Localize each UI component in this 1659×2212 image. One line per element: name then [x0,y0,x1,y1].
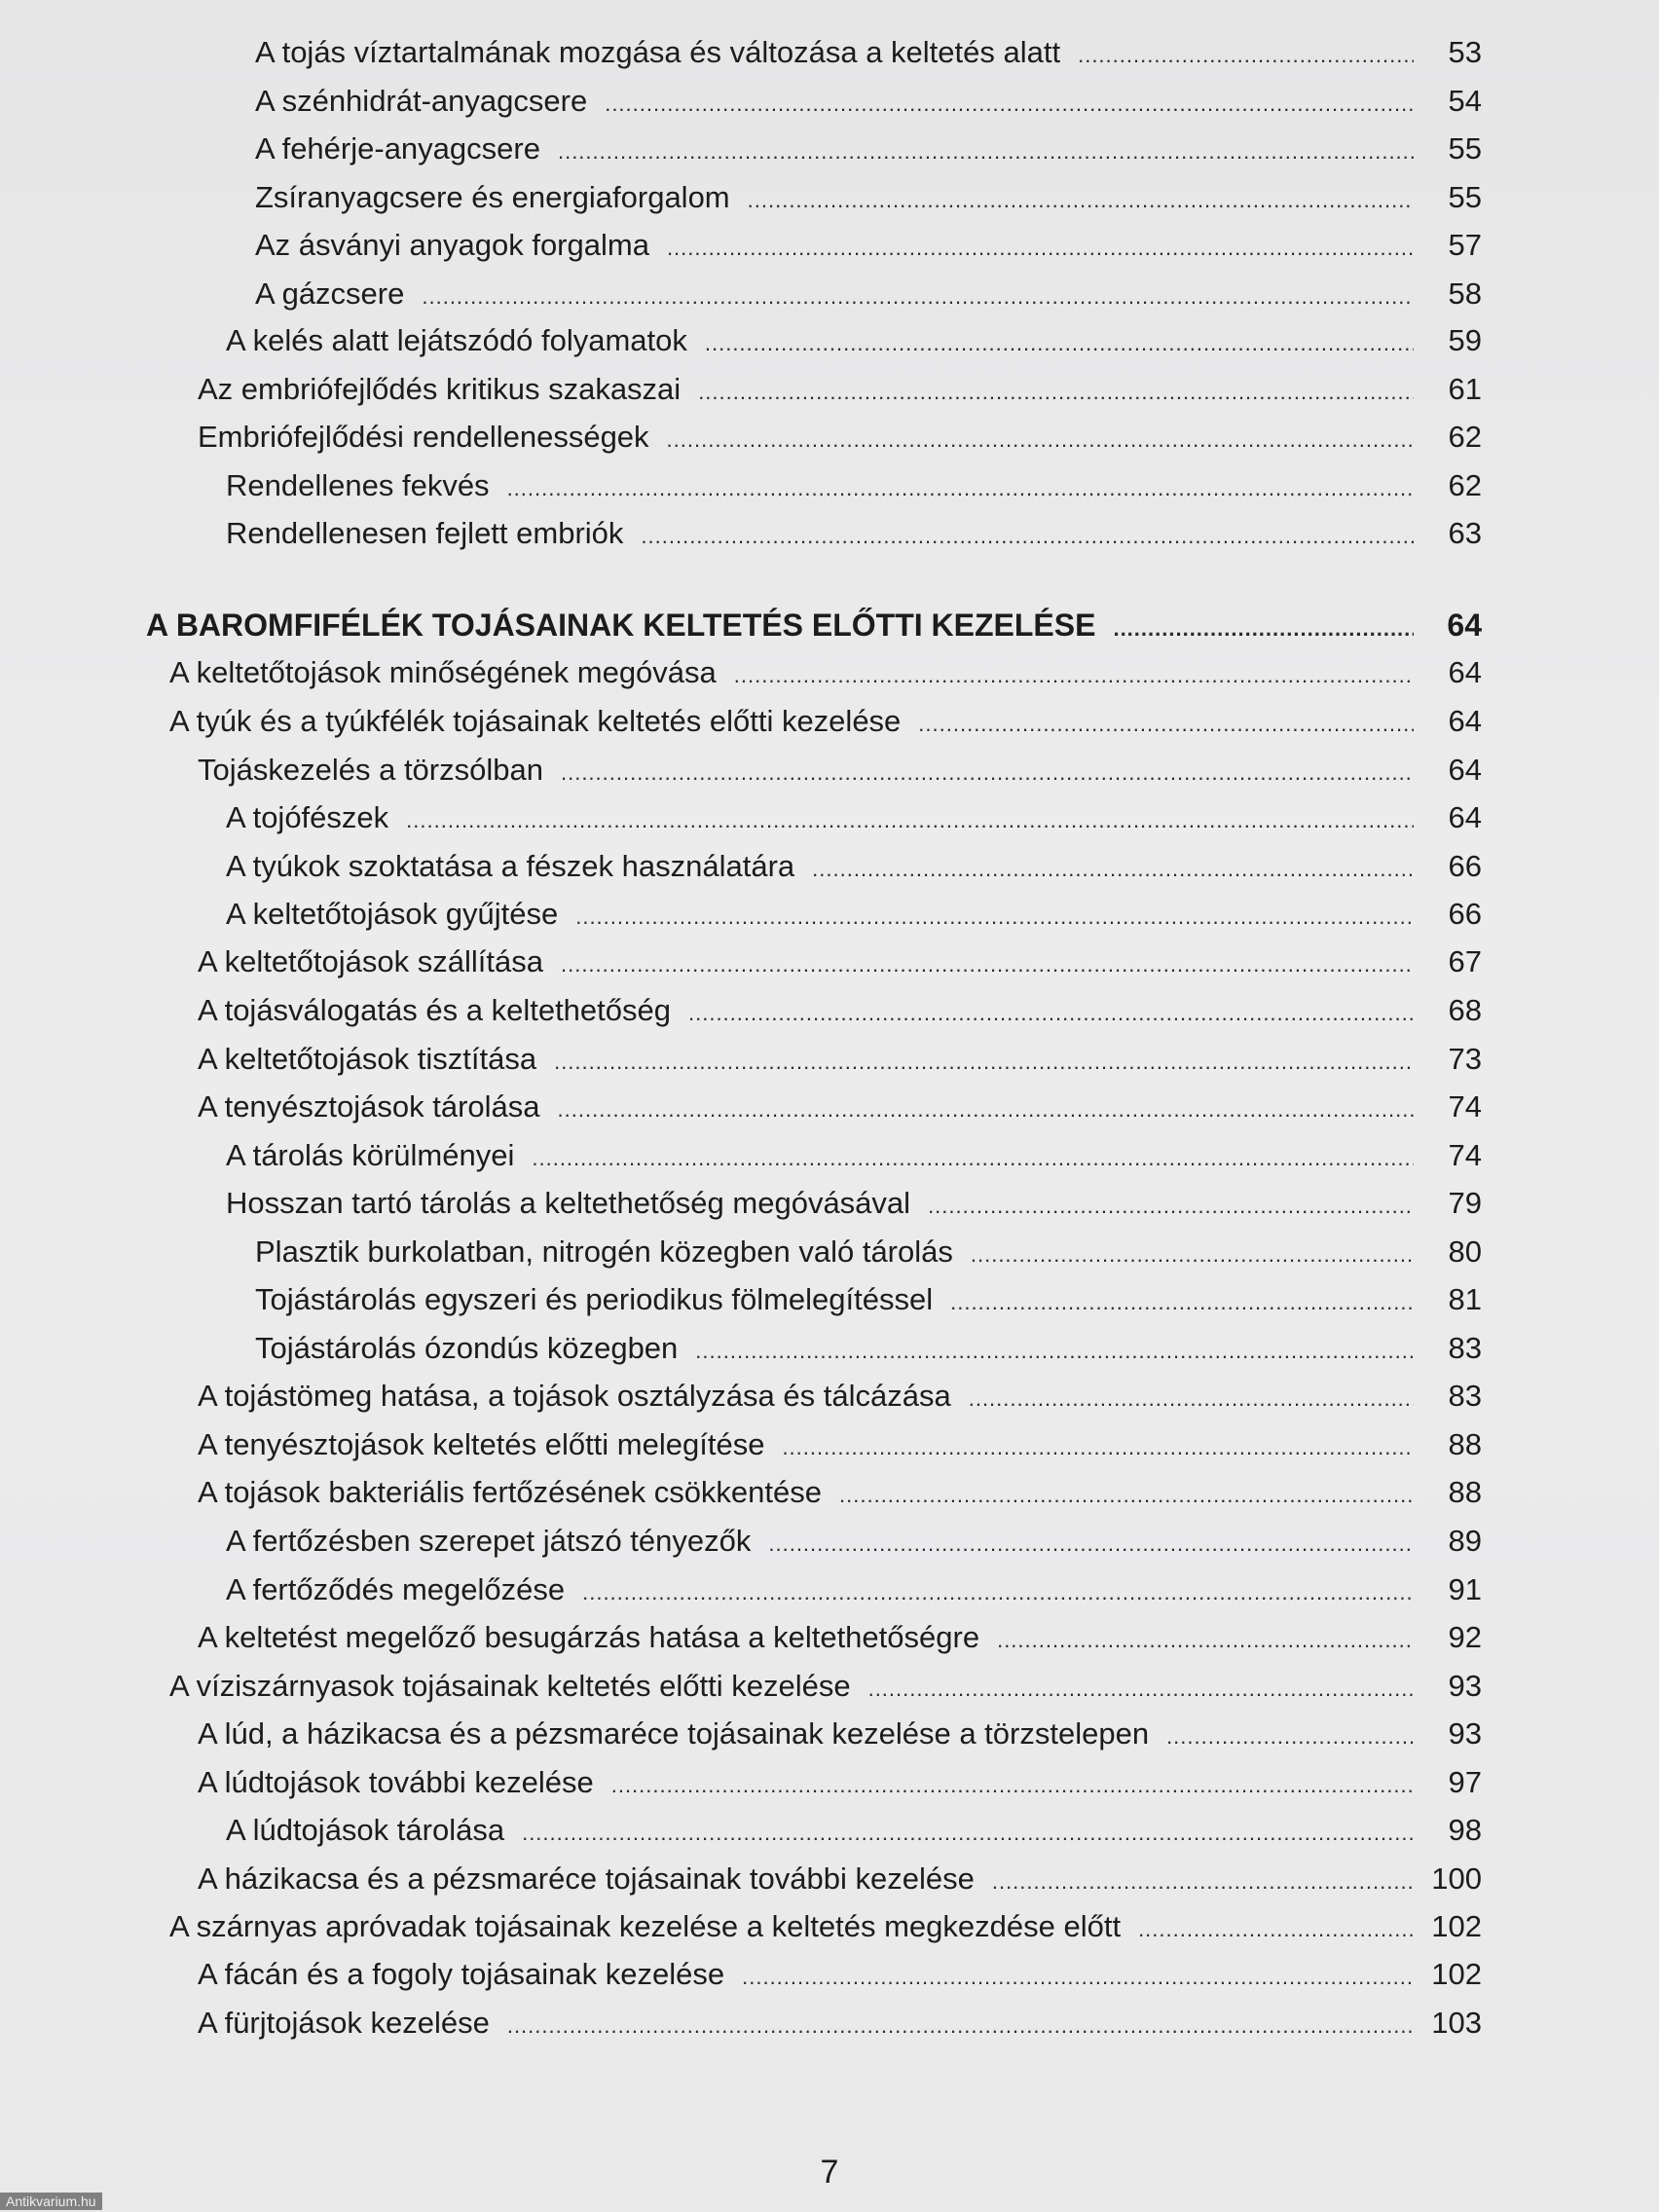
toc-leader-dots [582,1573,1414,1612]
toc-entry-title: A tojásválogatás és a keltethetőség [198,993,671,1027]
toc-entry-title: A tojások bakteriális fertőzésének csökkentése [198,1475,823,1509]
toc-leader-dots [742,1958,1414,1997]
toc-entry [226,466,1482,508]
toc-leader-dots [1113,609,1414,648]
toc-entry-title: Zsíranyagcsere és energiaforgalom [255,180,730,214]
toc-entry-page: 64 [1448,753,1482,787]
toc-entry-page: 83 [1448,1331,1482,1365]
toc-entry [198,1763,1482,1805]
toc-entry-page: 61 [1448,372,1482,406]
toc-entry [226,847,1482,889]
toc-entry-title: Az ásványi anyagok forgalma [255,228,649,262]
toc-leader-dots [667,421,1414,460]
toc-entry-title: A keltetőtojások minőségének megóvása [169,655,717,689]
toc-entry-title: A keltetőtojások szállítása [198,944,543,978]
toc-entry-title: Az embriófejlődés kritikus szakaszai [198,372,682,406]
toc-entry-title: A lúd, a házikacsa és a pézsmaréce tojásainak kezelése a törzstelepen [198,1716,1150,1751]
toc-leader-dots [969,1380,1414,1419]
toc-entry-page: 83 [1448,1379,1482,1413]
toc-leader-dots [868,1670,1414,1709]
toc-entry-title: A fürjtojások kezelése [198,2006,490,2040]
toc-entry-page: 97 [1448,1765,1482,1799]
toc-entry [226,321,1482,363]
toc-entry-page: 58 [1448,276,1482,311]
toc-entry-page: 91 [1448,1572,1482,1606]
toc-entry [226,1136,1482,1178]
toc-entry-title: A fertőzésben szerepet játszó tényezők [226,1524,752,1558]
toc-entry [198,1377,1482,1419]
toc-entry [255,129,1482,171]
toc-entry [226,514,1482,556]
toc-entry [198,1040,1482,1082]
page-number: 7 [820,2154,839,2191]
toc-entry [198,370,1482,412]
toc-entry-title: A tyúkok szoktatása a fészek használatára [226,849,795,883]
toc-entry-title: A lúdtojások tárolása [226,1813,505,1847]
toc-entry [198,942,1482,984]
toc-entry [198,1473,1482,1515]
toc-entry-page: 88 [1448,1427,1482,1461]
toc-leader-dots [575,898,1414,937]
toc-leader-dots [641,517,1414,556]
toc-entry-title: A fehérje-anyagcsere [255,131,540,166]
toc-leader-dots [997,1621,1414,1660]
toc-leader-dots [532,1139,1414,1178]
toc-entry [255,1233,1482,1274]
toc-leader-dots [561,754,1414,793]
toc-entry-page: 54 [1448,84,1482,118]
toc-leader-dots [748,181,1414,220]
toc-entry-page: 102 [1431,1957,1482,1991]
toc-leader-dots [698,373,1414,412]
toc-entry-page: 68 [1448,993,1482,1027]
toc-entry-title: A tojófészek [226,800,389,834]
toc-entry [198,1618,1482,1660]
toc-entry [198,991,1482,1033]
toc-entry [169,1907,1482,1949]
toc-entry [169,1667,1482,1709]
toc-entry-title: Plasztik burkolatban, nitrogén közegben való tárolás [255,1235,953,1269]
toc-entry-title: Tojástárolás egyszeri és periodikus fölmelegítéssel [255,1282,934,1316]
toc-entry-page: 74 [1448,1138,1482,1172]
toc-entry-page: 66 [1448,897,1482,931]
toc-entry [255,82,1482,124]
toc-entry-title: A fácán és a fogoly tojásainak kezelése [198,1957,725,1991]
toc-leader-dots [971,1235,1414,1274]
toc-entry-title: A kelés alatt lejátszódó folyamatok [226,323,687,357]
toc-leader-dots [667,229,1414,268]
toc-entry [198,1714,1482,1756]
toc-entry-page: 62 [1448,420,1482,454]
toc-leader-dots [768,1525,1414,1564]
toc-entry-title: A tojás víztartalmának mozgása és változása a keltetés alatt [255,35,1061,69]
toc-leader-dots [734,656,1414,695]
toc-entry-title: Tojástárolás ózondús közegben [255,1331,679,1365]
toc-leader-dots [561,945,1414,984]
toc-entry-title: A keltetőtojások tisztítása [198,1042,537,1076]
toc-entry [198,1955,1482,1997]
toc-leader-dots [812,850,1414,889]
toc-leader-dots [558,132,1414,171]
toc-leader-dots [507,469,1414,508]
toc-entry-page: 67 [1448,944,1482,978]
toc-entry-page: 88 [1448,1475,1482,1509]
toc-entry-title: A tojástömeg hatása, a tojások osztályzása és tálcázása [198,1379,951,1413]
toc-entry-title: A keltetőtojások gyűjtése [226,897,559,931]
toc-entry-page: 93 [1448,1669,1482,1703]
toc-leader-dots [839,1476,1414,1515]
toc-entry [198,2004,1482,2046]
toc-leader-dots [1138,1910,1414,1949]
toc-leader-dots [605,85,1414,124]
toc-entry-page: 64 [1448,704,1482,738]
toc-entry-page: 57 [1448,228,1482,262]
toc-leader-dots [422,277,1414,316]
toc-entry [255,178,1482,220]
toc-entry-page: 66 [1448,849,1482,883]
toc-entry-page: 62 [1448,468,1482,502]
toc-leader-dots [406,801,1414,840]
toc-entry-page: 92 [1448,1620,1482,1654]
toc-entry [255,275,1482,316]
toc-entry [226,1570,1482,1612]
toc-entry-title: A tenyésztojások keltetés előtti melegítése [198,1427,765,1461]
toc-chapter-heading [146,606,1482,648]
watermark-logo: Antikvarium.hu [0,2193,102,2210]
toc-entry [255,33,1482,75]
toc-leader-dots [782,1428,1414,1467]
toc-entry-page: 55 [1448,131,1482,166]
toc-entry-page: 53 [1448,35,1482,69]
toc-leader-dots [695,1332,1414,1371]
toc-entry-page: 100 [1431,1862,1482,1896]
toc-entry [226,1522,1482,1564]
toc-entry-page: 74 [1448,1089,1482,1124]
toc-entry-title: A fertőződés megelőzése [226,1572,566,1606]
toc-entry [255,1329,1482,1371]
toc-entry-page: 73 [1448,1042,1482,1076]
toc-leader-dots [558,1090,1414,1129]
toc-entry-title: Rendellenesen fejlett embriók [226,516,624,550]
toc-entry-title: A BAROMFIFÉLÉK TOJÁSAINAK KELTETÉS ELŐTTI KEZELÉSE [146,608,1096,643]
toc-entry-page: 89 [1448,1524,1482,1558]
toc-leader-dots [928,1187,1414,1226]
toc-entry [198,1088,1482,1129]
toc-entry-page: 93 [1448,1716,1482,1751]
toc-entry-page: 59 [1448,323,1482,357]
toc-entry [226,1811,1482,1853]
toc-entry [226,1184,1482,1226]
toc-leader-dots [507,2007,1414,2046]
toc-leader-dots [611,1766,1414,1805]
toc-entry-title: A szárnyas apróvadak tojásainak kezelése a keltetés megkezdése előtt [169,1909,1122,1943]
toc-entry [198,1425,1482,1467]
toc-entry-page: 102 [1431,1909,1482,1943]
toc-entry [198,1860,1482,1901]
toc-entry-title: A víziszárnyasok tojásainak keltetés előtti kezelése [169,1669,851,1703]
toc-leader-dots [705,324,1414,363]
toc-entry-page: 81 [1448,1282,1482,1316]
toc-entry [198,418,1482,460]
toc-leader-dots [554,1043,1414,1082]
toc-entry-title: A szénhidrát-anyagcsere [255,84,588,118]
toc-entry [169,653,1482,695]
toc-entry [255,1280,1482,1322]
toc-entry [169,702,1482,744]
toc-entry-page: 64 [1447,608,1482,643]
toc-leader-dots [1166,1717,1414,1756]
toc-entry [255,226,1482,268]
toc-entry-title: A keltetést megelőző besugárzás hatása a keltethetőségre [198,1620,980,1654]
toc-entry [198,751,1482,793]
toc-leader-dots [1078,36,1414,75]
toc-entry-title: Rendellenes fekvés [226,468,490,502]
toc-leader-dots [992,1862,1414,1901]
toc-entry-title: A tárolás körülményei [226,1138,515,1172]
toc-entry-page: 79 [1448,1186,1482,1220]
toc-entry-page: 80 [1448,1235,1482,1269]
toc-entry [226,798,1482,840]
toc-leader-dots [522,1814,1414,1853]
toc-entry-title: A gázcsere [255,276,405,311]
toc-entry-page: 55 [1448,180,1482,214]
toc-entry-title: Hosszan tartó tárolás a keltethetőség megóvásával [226,1186,911,1220]
toc-entry-page: 63 [1448,516,1482,550]
toc-entry-page: 98 [1448,1813,1482,1847]
toc-entry-title: Embriófejlődési rendellenességek [198,420,649,454]
toc-entry-title: A tenyésztojások tárolása [198,1089,540,1124]
toc-entry-title: Tojáskezelés a törzsólban [198,753,543,787]
toc-entry-title: A lúdtojások további kezelése [198,1765,594,1799]
toc-entry-page: 103 [1431,2006,1482,2040]
toc-entry-title: A házikacsa és a pézsmaréce tojásainak további kezelése [198,1862,975,1896]
toc-entry-title: A tyúk és a tyúkfélék tojásainak keltetés előtti kezelése [169,704,902,738]
toc-entry-page: 64 [1448,800,1482,834]
toc-leader-dots [918,705,1414,744]
toc-leader-dots [688,994,1414,1033]
toc-leader-dots [950,1283,1414,1322]
toc-entry [226,895,1482,937]
toc-entry-page: 64 [1448,655,1482,689]
